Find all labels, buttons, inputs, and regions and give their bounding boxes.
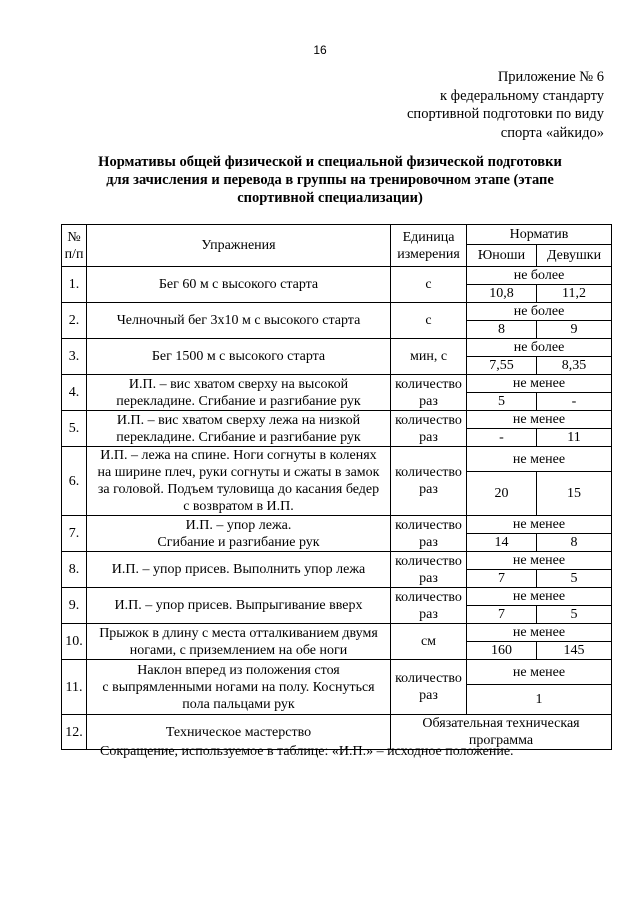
row-condition: не менее: [467, 447, 612, 472]
exercise-line: перекладине. Сгибание и разгибание рук: [116, 429, 361, 445]
program-line: программа: [468, 733, 534, 748]
unit-line: количество: [395, 553, 462, 569]
header-boys: Юноши: [467, 245, 537, 267]
table-row: [62, 624, 612, 642]
row-exercise: Бег 1500 м с высокого старта: [87, 339, 391, 375]
row-condition: не менее: [467, 588, 612, 606]
row-num: 2.: [62, 303, 87, 339]
exercise-line: И.П. – упор лежа.: [185, 517, 292, 533]
row-num: 12.: [62, 715, 87, 750]
appendix-line: спортивной подготовки по виду: [407, 106, 604, 122]
row-girls: 11: [537, 429, 612, 447]
row-exercise: [87, 411, 391, 447]
row-unit: с: [391, 303, 467, 339]
row-girls: -: [537, 393, 612, 411]
row-exercise: Техническое мастерство: [87, 715, 391, 750]
row-girls: 15: [537, 472, 612, 516]
unit-line: раз: [419, 482, 438, 497]
exercise-line: с выпрямленными ногами на полу. Коснуться: [102, 679, 375, 695]
table-row: [62, 303, 612, 321]
row-unit: [391, 660, 467, 715]
row-exercise: Бег 60 м с высокого старта: [87, 267, 391, 303]
exercise-line: Наклон вперед из положения стоя: [137, 662, 340, 678]
table-row: [62, 375, 612, 393]
row-girls: 5: [537, 606, 612, 624]
unit-line: количество: [395, 376, 462, 392]
row-condition: не менее: [467, 552, 612, 570]
row-condition: не более: [467, 339, 612, 357]
exercise-line: на ширине плеч, руки согнуты и сжаты в замок: [97, 465, 380, 480]
table-row: [62, 411, 612, 429]
table-row: [62, 267, 612, 285]
row-boys: 7,55: [467, 357, 537, 375]
row-boys: 5: [467, 393, 537, 411]
unit-line: раз: [419, 688, 438, 703]
row-exercise: [87, 624, 391, 660]
row-boys: -: [467, 429, 537, 447]
row-unit: [391, 447, 467, 516]
page-number: 16: [313, 43, 327, 57]
row-girls: 8,35: [537, 357, 612, 375]
table-row: [62, 588, 612, 606]
row-exercise: [87, 660, 391, 715]
appendix-header: [407, 68, 604, 142]
row-both: 1: [467, 685, 612, 715]
exercise-line: И.П. – лежа на спине. Ноги согнуты в коленях: [100, 448, 377, 463]
exercise-line: пола пальцами рук: [182, 696, 295, 712]
unit-line: количество: [395, 465, 462, 480]
row-condition: не менее: [467, 660, 612, 685]
row-condition: не менее: [467, 516, 612, 534]
row-exercise: [87, 447, 391, 516]
row-boys: 20: [467, 472, 537, 516]
table-header-row: [62, 225, 612, 245]
row-unit: [391, 588, 467, 624]
program-line: Обязательная техническая: [422, 716, 580, 731]
row-unit: [391, 411, 467, 447]
row-condition: не более: [467, 303, 612, 321]
row-boys: 10,8: [467, 285, 537, 303]
unit-line: количество: [395, 589, 462, 605]
row-unit: [391, 516, 467, 552]
row-num: 4.: [62, 375, 87, 411]
title-line: Нормативы общей физической и специальной физической подготовки: [98, 154, 562, 170]
row-unit: [391, 375, 467, 411]
header-exercise: Упражнения: [87, 225, 391, 267]
row-condition: не более: [467, 267, 612, 285]
unit-line: раз: [419, 570, 438, 586]
table-row: [62, 447, 612, 472]
row-num: 11.: [62, 660, 87, 715]
exercise-line: перекладине. Сгибание и разгибание рук: [116, 393, 361, 409]
row-unit: см: [391, 624, 467, 660]
row-girls: 9: [537, 321, 612, 339]
row-num: 10.: [62, 624, 87, 660]
row-boys: 7: [467, 570, 537, 588]
unit-line: раз: [419, 534, 438, 550]
exercise-line: ногами, с приземлением на обе ноги: [129, 642, 348, 658]
row-unit: с: [391, 267, 467, 303]
row-num: 3.: [62, 339, 87, 375]
appendix-line: к федеральному стандарту: [440, 87, 604, 104]
row-exercise: И.П. – упор присев. Выпрыгивание вверх: [87, 588, 391, 624]
row-exercise: [87, 516, 391, 552]
title-line: спортивной специализации): [237, 190, 423, 206]
row-unit: [391, 552, 467, 588]
unit-line: раз: [419, 429, 438, 445]
row-num: 6.: [62, 447, 87, 516]
exercise-line: И.П. – вис хватом сверху лежа на низкой: [116, 412, 361, 428]
row-girls: 11,2: [537, 285, 612, 303]
header-girls: Девушки: [537, 245, 612, 267]
unit-line: раз: [419, 393, 438, 409]
exercise-line: Сгибание и разгибание рук: [157, 534, 320, 550]
row-exercise: [87, 375, 391, 411]
unit-line: количество: [395, 412, 462, 428]
appendix-line: спорта «айкидо»: [500, 124, 604, 141]
row-num: 1.: [62, 267, 87, 303]
row-girls: 5: [537, 570, 612, 588]
row-unit: мин, с: [391, 339, 467, 375]
exercise-line: И.П. – вис хватом сверху на высокой: [128, 376, 349, 392]
header-norm: Норматив: [467, 225, 612, 245]
row-exercise: Челночный бег 3х10 м с высокого старта: [87, 303, 391, 339]
exercise-line: за головой. Подъем туловища до касания бедер: [97, 482, 380, 497]
row-girls: 8: [537, 534, 612, 552]
row-condition: не менее: [467, 375, 612, 393]
table-row: [62, 516, 612, 534]
row-exercise: И.П. – упор присев. Выполнить упор лежа: [87, 552, 391, 588]
row-boys: 7: [467, 606, 537, 624]
title-line: для зачисления и перевода в группы на тренировочном этапе (этапе: [106, 172, 554, 188]
header-num: № п/п: [62, 225, 87, 267]
unit-line: количество: [395, 517, 462, 533]
unit-line: количество: [395, 671, 462, 686]
exercise-line: Прыжок в длину с места отталкиванием двумя: [99, 625, 378, 641]
table-row: [62, 660, 612, 685]
unit-line: раз: [419, 606, 438, 622]
row-condition: не менее: [467, 411, 612, 429]
table-row: [62, 339, 612, 357]
row-num: 9.: [62, 588, 87, 624]
row-boys: 160: [467, 642, 537, 660]
header-unit: Единица измерения: [391, 225, 467, 267]
row-num: 7.: [62, 516, 87, 552]
row-condition: не менее: [467, 624, 612, 642]
table-row: [62, 552, 612, 570]
row-num: 5.: [62, 411, 87, 447]
footnote: Сокращение, используемое в таблице: «И.П.» – исходное положение.: [100, 744, 514, 759]
norms-table: [61, 224, 612, 750]
document-title: [60, 153, 600, 207]
row-girls: 145: [537, 642, 612, 660]
row-boys: 8: [467, 321, 537, 339]
appendix-line: Приложение № 6: [497, 69, 604, 85]
exercise-line: с возвратом в И.П.: [183, 499, 294, 514]
row-num: 8.: [62, 552, 87, 588]
row-boys: 14: [467, 534, 537, 552]
